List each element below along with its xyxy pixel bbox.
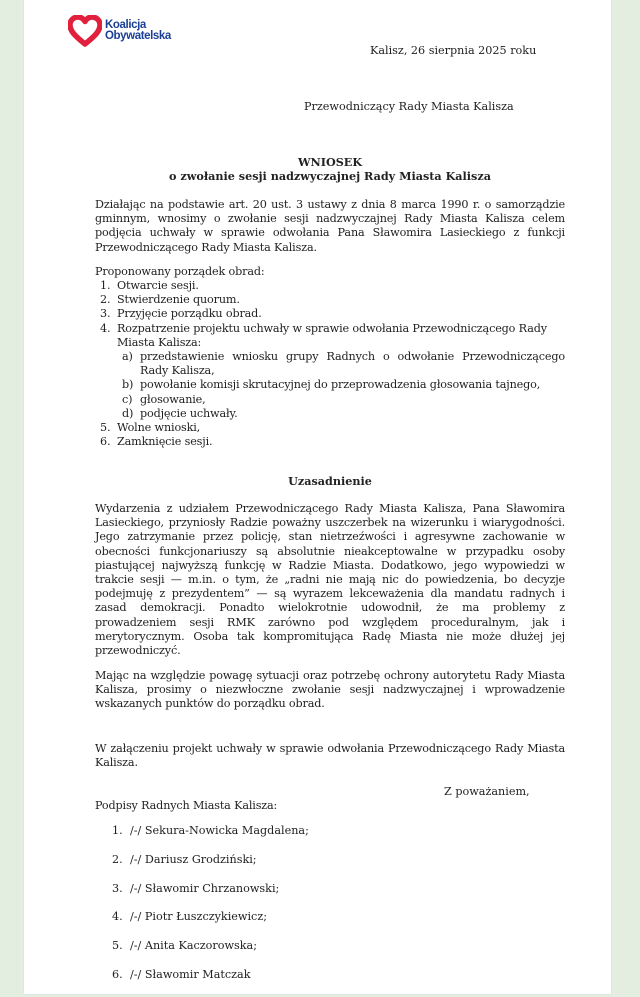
agenda-item-text: Przyjęcie porządku obrad. (117, 307, 262, 321)
signature-name: /-/ Anita Kaczorowska; (130, 939, 258, 953)
signature-item (112, 939, 309, 968)
agenda-subitem (117, 407, 565, 421)
signature-number: 5. (112, 939, 123, 953)
agenda-subitem-letter: c) (122, 392, 133, 406)
agenda-subitem (117, 350, 565, 378)
signature-name: /-/ Piotr Łuszczykiewicz; (130, 910, 267, 924)
agenda-subitem-letter: a) (122, 350, 133, 364)
agenda-item (95, 322, 565, 421)
signature-item (112, 910, 309, 939)
agenda-item (95, 421, 565, 435)
agenda-subitem-text: podjęcie uchwały. (140, 406, 238, 420)
signatures-heading: Podpisy Radnych Miasta Kalisza: (95, 799, 278, 812)
heart-icon (68, 15, 102, 47)
logo-line-1: Koalicja (105, 19, 146, 31)
justification-heading: Uzasadnienie (288, 474, 372, 488)
agenda-heading: Proponowany porządek obrad: (95, 265, 265, 278)
signature-item (112, 882, 309, 911)
agenda-item (95, 435, 565, 449)
agenda-item (95, 307, 565, 321)
signature-number: 3. (112, 881, 123, 895)
signature-number: 1. (112, 824, 123, 837)
agenda-subitem-text: powołanie komisji skrutacyjnej do przeprowadzenia głosowania tajnego, (140, 378, 541, 392)
signatures-list (112, 824, 309, 997)
agenda-subitem-letter: b) (122, 378, 134, 392)
agenda-item-text: Otwarcie sesji. (117, 279, 199, 292)
attachment-note: W załączeniu projekt uchwały w sprawie odwołania Przewodniczącego Rady Miasta Kalisza. (95, 742, 565, 770)
agenda-subitem-letter: d) (122, 406, 134, 420)
signature-item (112, 853, 309, 882)
agenda-item-number: 6. (100, 435, 111, 449)
justification-paragraph-1: Wydarzenia z udziałem Przewodniczącego Rady Miasta Kalisza, Pana Sławomira Lasieckiego, przyniosły Radzie poważny uszczerbek na wizerunku i wiarygodności. Jego zatrzymanie przez policję, stan nietrzeźwości i agresywne zachowanie w obecności funkcjonariuszy są absolutnie nieakceptowalne w przypadku osoby piastującej najwyższą funkcję w Radzie Miasta. Dodatkowo, jego wypowiedzi w trakcie sesji — m.in. o tym, że „radni nie mają nic do powiedzenia, bo decyzje podejmuję z prezydentem” — są wyrazem lekceważenia dla mandatu radnych i zasad demokracji. Ponadto wielokrotnie udowodnił, że ma problemy z prowadzeniem sesji RMK zarówno pod względem proceduralnym, jak i merytorycznym. Osoba tak kompromitująca Radę Miasta nie może dłużej jej przewodniczyć. (95, 502, 565, 658)
agenda-item-text: Stwierdzenie quorum. (117, 293, 240, 307)
document-title (95, 155, 565, 183)
title-line-2: o zwołanie sesji nadzwyczajnej Rady Miasta Kalisza (169, 169, 491, 183)
document-page (24, 0, 611, 994)
intro-paragraph: Działając na podstawie art. 20 ust. 3 ustawy z dnia 8 marca 1990 r. o samorządzie gminnym, wnosimy o zwołanie sesji nadzwyczajnej Rady Miasta Kalisza celem podjęcia uchwały w sprawie odwołania Pana Sławomira Lasieckiego z funkcji Przewodniczącego Rady Miasta Kalisza. (95, 198, 565, 254)
agenda-item-number: 5. (100, 421, 111, 435)
justification-paragraph-2: Mając na względzie powagę sytuacji oraz potrzebę ochrony autorytetu Rady Miasta Kalisza, prosimy o niezwłoczne zwołanie sesji nadzwyczajnej i wprowadzenie wskazanych punktów do porządku obrad. (95, 669, 565, 711)
logo-line-2: Obywatelska (105, 30, 171, 42)
agenda-item-number: 1. (100, 279, 111, 292)
signature-name: /-/ Sławomir Chrzanowski; (130, 881, 280, 895)
agenda-subitem-text: przedstawienie wniosku grupy Radnych o odwołanie Przewodniczącego Rady Kalisza, (140, 350, 565, 378)
agenda-item-text: Wolne wnioski, (117, 421, 201, 435)
agenda-item-number: 4. (100, 321, 111, 335)
signature-item (112, 824, 309, 853)
agenda-item (95, 279, 565, 293)
signature-number: 4. (112, 910, 123, 924)
agenda-item-text: Rozpatrzenie projektu uchwały w sprawie odwołania Przewodniczącego Rady Miasta Kalisza: (117, 321, 547, 349)
agenda-item (95, 293, 565, 307)
signature-name: /-/ Sławomir Matczak (130, 967, 251, 981)
agenda-subitem (117, 378, 565, 392)
signature-number: 6. (112, 967, 123, 981)
signature-item (112, 968, 309, 997)
closing-regards: Z poważaniem, (444, 785, 530, 798)
signature-name: /-/ Dariusz Grodziński; (130, 852, 257, 866)
agenda-item-number: 3. (100, 307, 111, 321)
agenda-subitem (117, 393, 565, 407)
agenda-subitem-text: głosowanie, (140, 392, 206, 406)
signature-number: 2. (112, 852, 123, 866)
agenda-item-number: 2. (100, 293, 111, 307)
agenda-list (95, 279, 565, 449)
agenda-item-text: Zamknięcie sesji. (117, 435, 213, 449)
party-logo (68, 15, 171, 47)
document-date: Kalisz, 26 sierpnia 2025 roku (370, 44, 537, 57)
addressee: Przewodniczący Rady Miasta Kalisza (304, 100, 514, 113)
title-line-1: WNIOSEK (297, 155, 363, 169)
logo-text (105, 20, 171, 42)
signature-name: /-/ Sekura-Nowicka Magdalena; (130, 824, 309, 837)
